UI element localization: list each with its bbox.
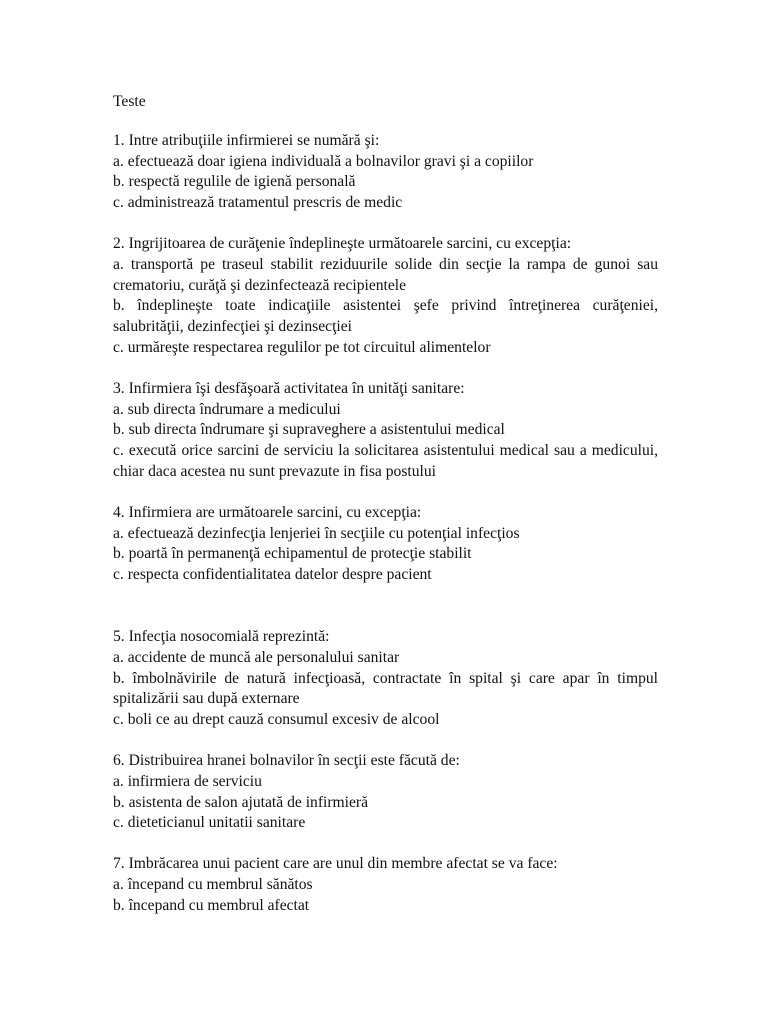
document-title: Teste [113, 93, 146, 110]
question-option: b. îmbolnăvirile de natură infecţioasă, contractate în spital şi care apar în timpul spitalizării sau după externare [113, 669, 658, 708]
question-3 [113, 379, 658, 483]
document-page [113, 92, 658, 937]
question-option: b. începand cu membrul afectat [113, 896, 310, 914]
question-option: c. respecta confidentialitatea datelor despre pacient [113, 566, 432, 584]
question-option: a. sub directa îndrumare a medicului [113, 400, 341, 418]
question-option: a. începand cu membrul sănătos [113, 875, 313, 893]
question-option: b. respectă regulile de igienă personală [113, 173, 356, 191]
question-option: c. urmăreşte respectarea regulilor pe tot circuitul alimentelor [113, 338, 491, 356]
question-text: 3. Infirmiera îşi desfăşoară activitatea în unităţi sanitare: [113, 379, 465, 397]
question-option: a. efectuează doar igiena individuală a bolnavilor gravi şi a copiilor [113, 152, 534, 170]
question-option: b. poartă în permanenţă echipamentul de protecţie stabilit [113, 545, 472, 563]
question-option: a. transportă pe traseul stabilit reziduurile solide din secţie la rampa de gunoi sau crematoriu, curăţă şi dezinfectează recipientele [113, 255, 658, 294]
question-text: 5. Infecţia nosocomială reprezintă: [113, 627, 330, 645]
question-option: b. sub directa îndrumare şi supraveghere a asistentului medical [113, 421, 505, 439]
question-text: 2. Ingrijitoarea de curăţenie îndeplineşte următoarele sarcini, cu excepţia: [113, 234, 572, 252]
question-2 [113, 234, 658, 359]
question-6 [113, 751, 658, 834]
question-option: a. accidente de muncă ale personalului sanitar [113, 648, 400, 666]
question-option: a. efectuează dezinfecţia lenjeriei în secţiile cu potenţial infecţios [113, 524, 520, 542]
question-option: c. boli ce au drept cauză consumul excesiv de alcool [113, 711, 440, 729]
question-text: 1. Intre atribuţiile infirmierei se numără şi: [113, 131, 380, 149]
question-text: 6. Distribuirea hranei bolnavilor în secţii este făcută de: [113, 751, 460, 769]
question-option: c. administrează tratamentul prescris de medic [113, 194, 403, 212]
question-5 [113, 627, 658, 731]
question-option: c. dieteticianul unitatii sanitare [113, 814, 306, 832]
question-option: c. execută orice sarcini de serviciu la solicitarea asistentului medical sau a medicului, chiar daca acestea nu sunt prevazute in fisa postului [113, 442, 658, 480]
question-text: 4. Infirmiera are următoarele sarcini, cu excepţia: [113, 503, 422, 521]
question-option: b. asistenta de salon ajutată de infirmieră [113, 793, 369, 811]
question-text: 7. Imbrăcarea unui pacient care are unul din membre afectat se va face: [113, 855, 558, 873]
question-option: b. îndeplineşte toate indicaţiile asistentei şefe privind întreţinerea curăţeniei, salubrităţii, dezinfecţiei şi dezinsecţiei [113, 297, 658, 336]
question-7 [113, 854, 658, 916]
question-1 [113, 131, 658, 214]
question-4 [113, 503, 658, 586]
question-option: a. infirmiera de serviciu [113, 772, 262, 790]
